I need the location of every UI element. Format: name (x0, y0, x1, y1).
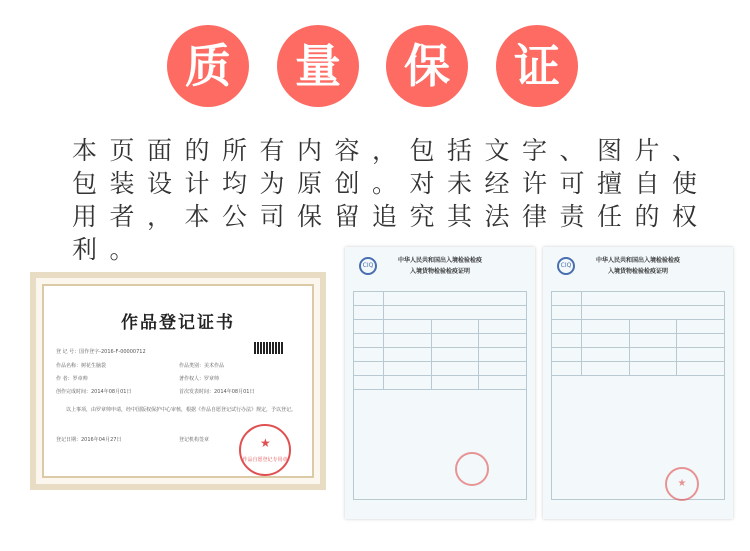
heading-char: 保 (386, 25, 468, 107)
doc-subtitle: 入境货物检验检疫证明 (607, 268, 668, 275)
doc-title: 中华人民共和国出入境检验检疫 (595, 257, 680, 264)
work-registration-certificate (30, 272, 326, 490)
reg-date: 登记日期：2016年04月27日 (56, 437, 122, 443)
heading-char: 证 (496, 25, 578, 107)
owner: 著作权人：罗章帅 (179, 376, 220, 382)
inspection-certificate (345, 247, 535, 519)
authority: 登记机构签章 (179, 437, 210, 443)
ciq-logo: CIQ (359, 257, 377, 275)
doc-table (353, 291, 527, 500)
barcode (254, 342, 284, 354)
inspection-certificate (543, 247, 733, 519)
doc-subtitle: 入境货物检验检疫证明 (409, 268, 470, 275)
author: 作 者：罗章帅 (56, 376, 88, 382)
certificate-body: 以上事项，由罗章帅申请，经中国版权保护中心审核，根据《作品自愿登记试行办法》规定，予以登记。 (66, 407, 297, 413)
certificate-title: 作品登记证书 (121, 313, 235, 333)
work-name: 作品名称：树花生脑袋 (56, 363, 107, 369)
work-type: 作品类别：美术作品 (179, 363, 225, 369)
published-date: 首次发表时间：2014年08月01日 (179, 389, 255, 395)
reg-no: 登 记 号：国作登字-2016-F-00000712 (56, 349, 146, 355)
heading-char: 质 (167, 25, 249, 107)
red-seal: ★ (665, 467, 699, 501)
ciq-logo: CIQ (557, 257, 575, 275)
created-date: 创作完成时间：2014年08月01日 (56, 389, 132, 395)
doc-table (551, 291, 725, 500)
doc-title: 中华人民共和国出入境检验检疫 (397, 257, 482, 264)
red-seal: ★ 作品自愿登记专用章 (239, 424, 291, 476)
red-seal (455, 452, 489, 486)
copyright-notice: 本页面的所有内容，包括文字、图片、包装设计均为原创。对未经许可擅自使用者，本公司保留追究其法律责任的权利。 (72, 136, 710, 264)
heading-char: 量 (277, 25, 359, 107)
